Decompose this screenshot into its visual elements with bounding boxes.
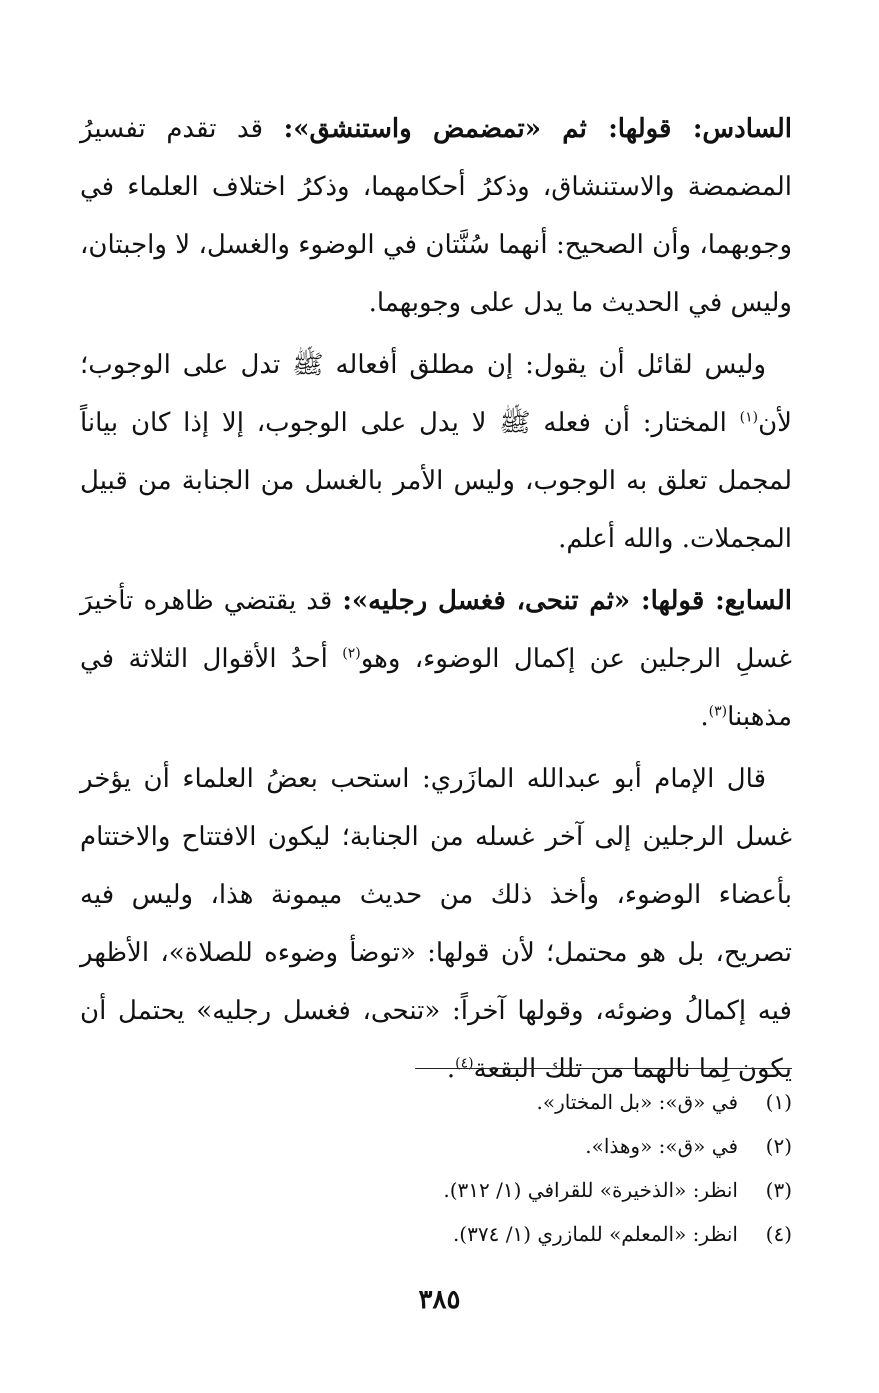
paragraph-text: وليس لقائل أن يقول: إن مطلق أفعاله ﷺ تدل على الوجوب؛ لأن	[80, 350, 792, 438]
paragraph-text: .	[446, 1054, 456, 1084]
footnote-text: في «ق»: «بل المختار».	[536, 1090, 738, 1114]
paragraph-text: قد تقدم تفسيرُ المضمضة والاستنشاق، وذكرُ أحكامهما، وذكرُ اختلاف العلماء في وجوبهما، وأن الصحيح: أنهما سُنَّتان في الوضوء والغسل، لا واجبتان، وليس في الحديث ما يدل على وجوبهما.	[80, 114, 792, 318]
footnote-number: (٣)	[765, 1178, 792, 1202]
page-body	[80, 100, 792, 1098]
paragraph-mazari-quote	[80, 750, 792, 1098]
footnote-item	[80, 1168, 792, 1212]
paragraph-text: أحدُ الأقوال الثلاثة في مذهبنا	[80, 644, 792, 732]
footnote-divider	[415, 1068, 792, 1069]
paragraph-lead: السادس: قولها: ثم «تمضمض واستنشق»:	[283, 114, 792, 144]
paragraph-lead: السابع: قولها: «ثم تنحى، فغسل رجليه»:	[342, 586, 793, 616]
footnote-text: انظر: «المعلم» للمازري (١/ ٣٧٤).	[452, 1222, 738, 1246]
paragraph-seventh	[80, 572, 792, 746]
footnote-text: انظر: «الذخيرة» للقرافي (١/ ٣١٢).	[443, 1178, 738, 1202]
page-number: ٣٨٥	[418, 1285, 461, 1315]
paragraph-sixth	[80, 100, 792, 332]
paragraph-text: قد يقتضي ظاهره تأخيرَ غسلِ الرجلين عن إكمال الوضوء، وهو	[80, 586, 793, 674]
paragraph-text: المختار: أن فعله ﷺ لا يدل على الوجوب، إلا إذا كان بياناً لمجمل تعلق به الوجوب، وليس الأمر بالغسل من الجنابة من قبيل المجملات. والله أعلم.	[80, 408, 792, 554]
paragraph-text: .	[700, 702, 709, 732]
footnote-ref[interactable]: (٤)	[455, 1055, 474, 1072]
footnote-ref[interactable]: (١)	[739, 409, 759, 426]
footnote-item	[80, 1212, 792, 1256]
footnote-number: (١)	[765, 1090, 792, 1114]
footnote-item	[80, 1080, 792, 1124]
paragraph-note	[80, 336, 792, 568]
footnote-item	[80, 1124, 792, 1168]
footnote-number: (٤)	[765, 1222, 792, 1246]
footnote-number: (٢)	[765, 1134, 792, 1158]
footnotes	[80, 1080, 792, 1256]
footnote-ref[interactable]: (٢)	[342, 645, 361, 662]
footnote-ref[interactable]: (٣)	[708, 703, 728, 720]
footnote-text: في «ق»: «وهذا».	[585, 1134, 738, 1158]
paragraph-text: قال الإمام أبو عبدالله المازَري: استحب بعضُ العلماء أن يؤخر غسل الرجلين إلى آخر غسله من الجنابة؛ ليكون الافتتاح والاختتام بأعضاء الوضوء، وأخذ ذلك من حديث ميمونة هذا، وليس فيه تصريح، بل هو محتمل؛ لأن قولها: «توضأ وضوءه للصلاة»، الأظهر فيه إكمالُ وضوئه، وقولها آخراً: «تنحى، فغسل رجليه» يحتمل أن يكون لِما نالهما من تلك البقعة	[80, 764, 792, 1084]
